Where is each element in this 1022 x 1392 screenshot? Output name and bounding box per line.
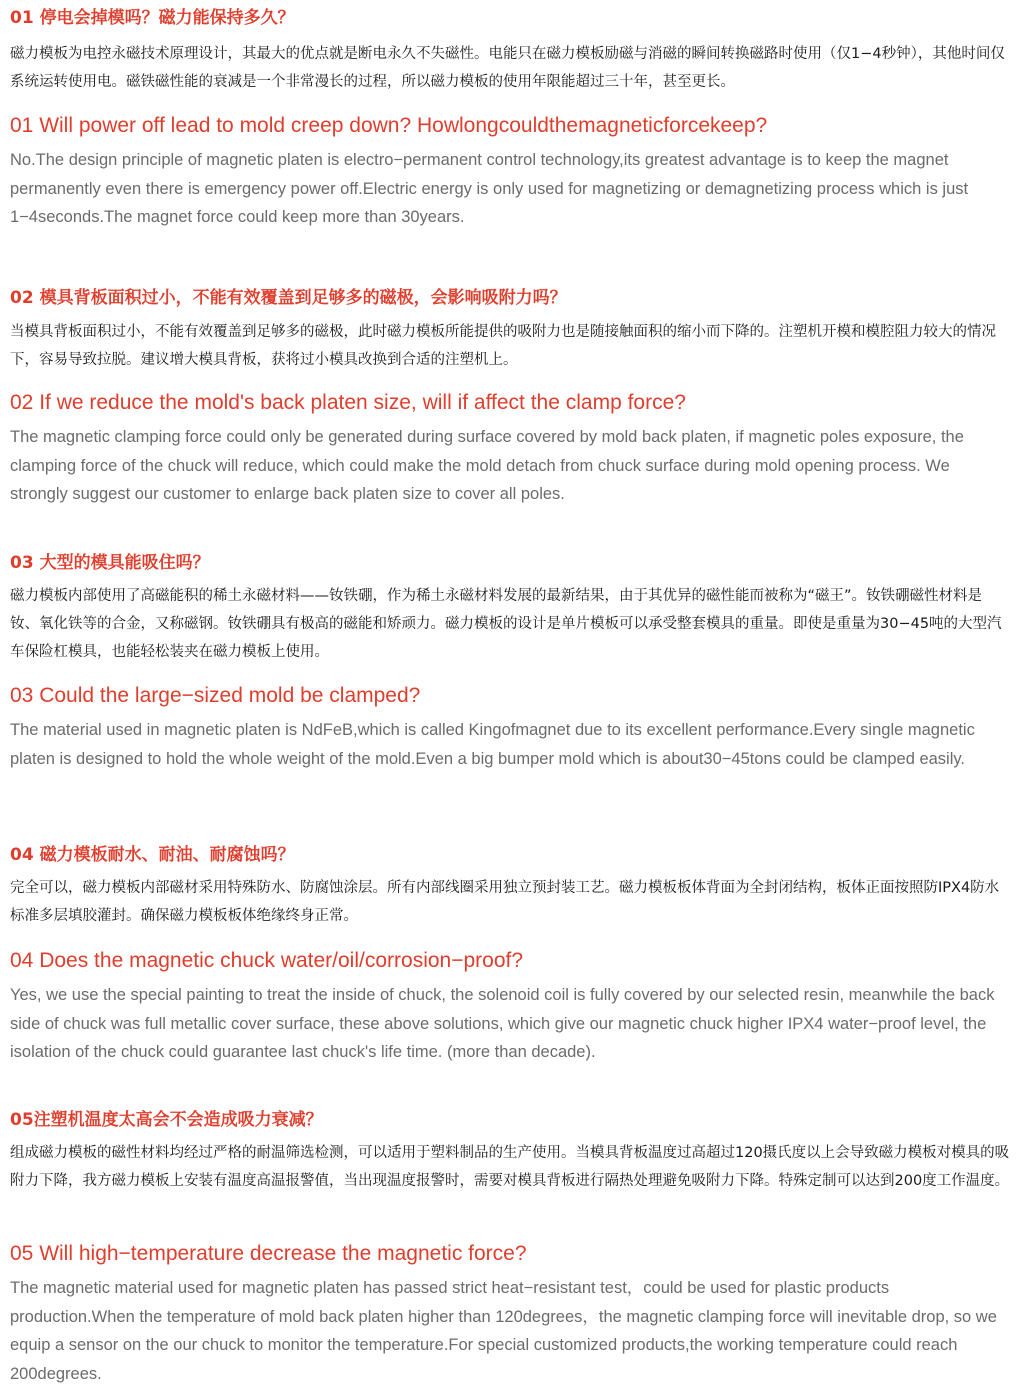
faq-01-cn-body: 磁力模板为电控永磁技术原理设计，其最大的优点就是断电永久不失磁性。电能只在磁力模板励磁与消磁的瞬间转换磁路时使用（仅1−4秒钟），其他时间仅系统运转使用电。磁铁磁性能的衰减是一个非常漫长的过程，所以磁力模板的使用年限能超过三十年，甚至更长。 — [10, 46, 1005, 90]
faq-03-cn-body: 磁力模板内部使用了高磁能积的稀土永磁材料——钕铁硼，作为稀土永磁材料发展的最新结果，由于其优异的磁性能而被称为“磁王”。钕铁硼磁性材料是钕、氧化铁等的合金，又称磁钢。钕铁硼具有极高的磁能和矫顽力。磁力模板的设计是单片模板可以承受整套模具的重量。即使是重量为30−45吨的大型汽车保险杠模具，也能轻松装夹在磁力模板上使用。 — [10, 588, 1002, 660]
faq-05-cn-title: 05注塑机温度太高会不会造成吸力衰减？ — [10, 1110, 323, 1130]
faq-02-en-body: The magnetic clamping force could only be generated during surface covered by mold back platen, if magnetic poles exposure, the clamping force of the chuck will reduce, which could make the mold detach from chuck surface during mold opening process. We strongly suggest our customer to enlarge back platen size to cover all poles. — [10, 428, 964, 503]
faq-01-cn-title: 01 停电会掉模吗？磁力能保持多久？ — [10, 8, 295, 28]
faq-03-cn-title: 03 大型的模具能吸住吗？ — [10, 553, 210, 573]
faq-04-cn-body: 完全可以，磁力模板内部磁材采用特殊防水、防腐蚀涂层。所有内部线圈采用独立预封装工艺。磁力模板板体背面为全封闭结构，板体正面按照防IPX4防水标准多层填胶灌封。确保磁力模板板体绝缘终身正常。 — [10, 880, 1000, 924]
faq-03-en-title: 03 Could the large−sized mold be clamped? — [10, 684, 421, 707]
faq-05-en-title: 05 Will high−temperature decrease the magnetic force? — [10, 1242, 527, 1265]
faq-02-cn-title: 02 模具背板面积过小，不能有效覆盖到足够多的磁极，会影响吸附力吗？ — [10, 288, 567, 308]
faq-04-cn-title: 04 磁力模板耐水、耐油、耐腐蚀吗？ — [10, 845, 295, 865]
faq-02-cn-body: 当模具背板面积过小，不能有效覆盖到足够多的磁极，此时磁力模板所能提供的吸附力也是随接触面积的缩小而下降的。注塑机开模和模腔阻力较大的情况下，容易导致拉脱。建议增大模具背板，获将过小模具改换到合适的注塑机上。 — [10, 324, 996, 368]
faq-01-en-body: No.The design principle of magnetic platen is electro−permanent control technology,its greatest advantage is to keep the magnet permanently even there is emergency power off.Electric energy is only used for magnetizing or demagnetizing process which is just 1−4seconds.The magnet force could keep more than 30years. — [10, 151, 969, 226]
faq-04-en-body: Yes, we use the special painting to treat the inside of chuck, the solenoid coil is fully covered by our selected resin, meanwhile the back side of chuck was full metallic cover surface, these above solutions, which give our magnetic chuck higher IPX4 water−proof level, the isolation of the chuck could guarantee last chuck's life time. (more than decade). — [10, 986, 995, 1061]
faq-05-en-body: The magnetic material used for magnetic platen has passed strict heat−resistant test，could be used for plastic products production.When the temperature of mold back platen higher than 120degrees，the magnetic clamping force will inevitable drop, so we equip a sensor on the our chuck to monitor the temperature.For special customized products,the working temperature could reach 200degrees. — [10, 1279, 997, 1383]
faq-01-en-title: 01 Will power off lead to mold creep down? Howlongcouldthemagneticforcekeep? — [10, 114, 768, 137]
faq-03-en-body: The material used in magnetic platen is NdFeB,which is called Kingofmagnet due to its excellent performance.Every single magnetic platen is designed to hold the whole weight of the mold.Even a big bumper mold which is about30−45tons could be clamped easily. — [10, 721, 975, 768]
faq-05-cn-body: 组成磁力模板的磁性材料均经过严格的耐温筛选检测，可以适用于塑料制品的生产使用。当模具背板温度过高超过120摄氏度以上会导致磁力模板对模具的吸附力下降，我方磁力模板上安装有温度高温报警值，当出现温度报警时，需要对模具背板进行隔热处理避免吸附力下降。特殊定制可以达到200度工作温度。 — [10, 1145, 1010, 1189]
faq-04-en-title: 04 Does the magnetic chuck water/oil/corrosion−proof? — [10, 949, 524, 972]
faq-02-en-title: 02 If we reduce the mold's back platen size, will if affect the clamp force? — [10, 391, 686, 414]
